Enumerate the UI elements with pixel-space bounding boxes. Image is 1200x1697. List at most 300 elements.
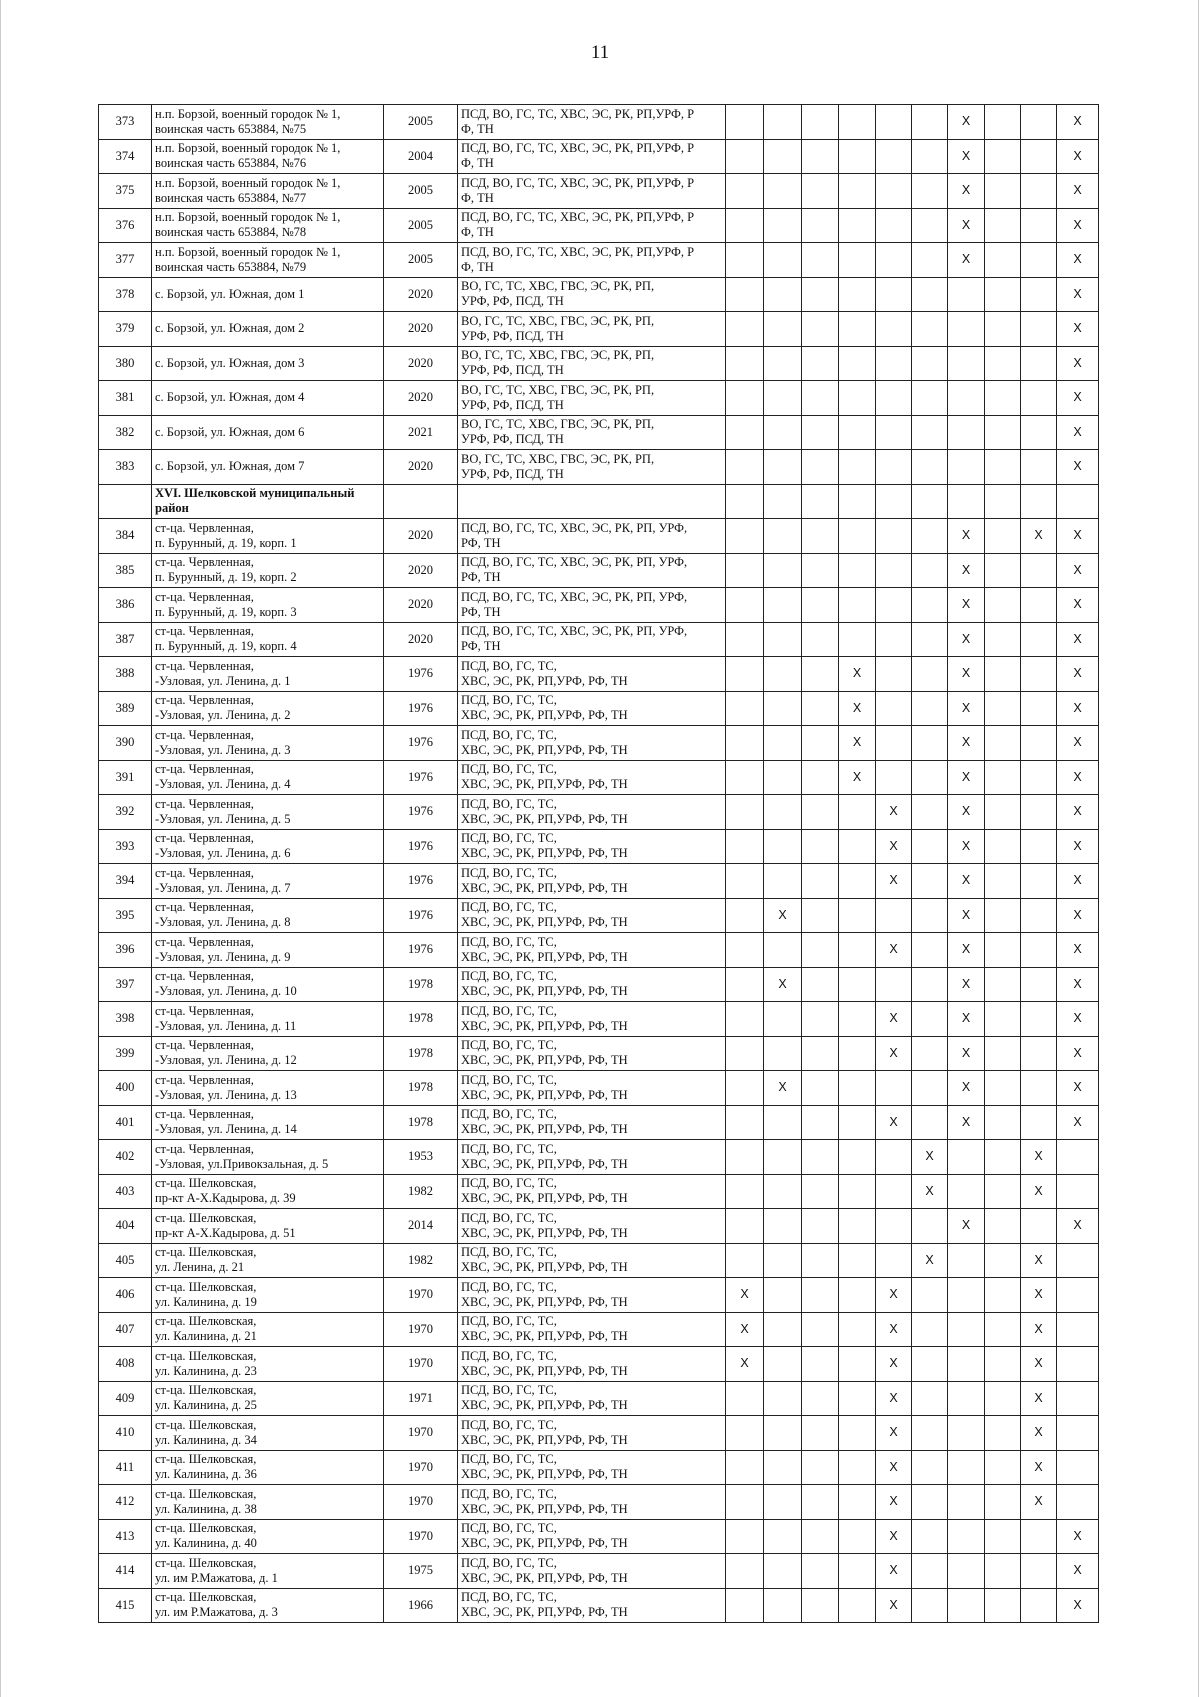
address-cell: [152, 1519, 384, 1554]
utilities-line: ПСД, ВО, ГС, ТС,: [461, 1452, 557, 1467]
table-row: [99, 415, 1099, 450]
mark-cell: [1021, 1554, 1057, 1589]
mark-cell: X: [876, 1381, 912, 1416]
row-number: 405: [99, 1243, 152, 1278]
mark-cell: [764, 519, 802, 554]
mark-cell: [1021, 933, 1057, 968]
address-cell: [152, 795, 384, 830]
address-line: ул. им Р.Мажатова, д. 1: [155, 1570, 278, 1585]
address-line: ст-ца. Червленная,: [155, 1003, 254, 1018]
mark-cell: [764, 1588, 802, 1623]
mark-cell: [726, 277, 764, 312]
row-number: 385: [99, 553, 152, 588]
year-cell: 1976: [384, 726, 458, 761]
utilities-cell: [458, 1485, 726, 1520]
mark-cell: [802, 1450, 839, 1485]
address-line: ст-ца. Червленная,: [155, 658, 254, 673]
mark-cell: [1021, 1071, 1057, 1106]
mark-cell: [726, 1519, 764, 1554]
address-cell: [152, 1243, 384, 1278]
scan-edge-right: [1198, 0, 1199, 1697]
mark-cell: [802, 450, 839, 485]
utilities-line: Ф, ТН: [461, 121, 494, 136]
mark-cell: [876, 519, 912, 554]
address-line: с. Борзой, ул. Южная, дом 1: [155, 286, 305, 301]
table-row: [99, 1485, 1099, 1520]
mark-cell: [912, 415, 948, 450]
mark-cell: X: [1021, 1381, 1057, 1416]
row-number: 410: [99, 1416, 152, 1451]
address-cell: [152, 760, 384, 795]
mark-cell: [764, 208, 802, 243]
address-line: с. Борзой, ул. Южная, дом 2: [155, 321, 305, 336]
mark-cell: [1021, 691, 1057, 726]
mark-cell: [726, 553, 764, 588]
mark-cell: [726, 864, 764, 899]
empty-cell: [1057, 484, 1099, 519]
mark-cell: X: [1057, 139, 1099, 174]
mark-cell: [802, 1485, 839, 1520]
utilities-line: ПСД, ВО, ГС, ТС, ХВС, ЭС, РК, РП, УРФ,: [461, 555, 688, 570]
utilities-cell: [458, 415, 726, 450]
address-line: ул. Калинина, д. 21: [155, 1329, 257, 1344]
mark-cell: [726, 1174, 764, 1209]
utilities-line: ХВС, ЭС, РК, РП,УРФ, РФ, ТН: [461, 1432, 628, 1447]
address-line: -Узловая, ул. Ленина, д. 14: [155, 1122, 297, 1137]
mark-cell: [876, 450, 912, 485]
address-line: ст-ца. Червленная,: [155, 1141, 254, 1156]
address-line: -Узловая, ул. Ленина, д. 12: [155, 1053, 297, 1068]
mark-cell: [802, 1554, 839, 1589]
mark-cell: [912, 864, 948, 899]
mark-cell: [764, 691, 802, 726]
address-line: ст-ца. Шелковская,: [155, 1176, 257, 1191]
address-line: ст-ца. Червленная,: [155, 831, 254, 846]
mark-cell: X: [764, 898, 802, 933]
mark-cell: [948, 1485, 985, 1520]
mark-cell: [876, 967, 912, 1002]
address-cell: [152, 829, 384, 864]
mark-cell: [802, 1174, 839, 1209]
address-line: -Узловая, ул. Ленина, д. 3: [155, 742, 291, 757]
utilities-line: ХВС, ЭС, РК, РП,УРФ, РФ, ТН: [461, 1294, 628, 1309]
mark-cell: [985, 139, 1021, 174]
mark-cell: [876, 208, 912, 243]
mark-cell: [1021, 622, 1057, 657]
year-cell: 1971: [384, 1381, 458, 1416]
mark-cell: [839, 208, 876, 243]
utilities-line: Ф, ТН: [461, 156, 494, 171]
section-title: XVI. Шелковской муниципальный район: [152, 484, 384, 519]
utilities-line: РФ, ТН: [461, 570, 501, 585]
mark-cell: [912, 760, 948, 795]
address-cell: [152, 519, 384, 554]
page-number: 11: [590, 42, 610, 63]
utilities-cell: [458, 1381, 726, 1416]
table-row: [99, 208, 1099, 243]
mark-cell: X: [876, 1105, 912, 1140]
mark-cell: [839, 864, 876, 899]
address-line: воинская часть 653884, №79: [155, 259, 307, 274]
mark-cell: [839, 243, 876, 278]
empty-cell: [1021, 484, 1057, 519]
mark-cell: [726, 1209, 764, 1244]
utilities-line: ПСД, ВО, ГС, ТС,: [461, 1521, 557, 1536]
table-row: [99, 312, 1099, 347]
address-line: ст-ца. Шелковская,: [155, 1521, 257, 1536]
mark-cell: X: [948, 898, 985, 933]
section-header-row: [99, 484, 1099, 519]
mark-cell: [948, 1519, 985, 1554]
mark-cell: [948, 277, 985, 312]
utilities-line: ПСД, ВО, ГС, ТС,: [461, 1072, 557, 1087]
row-number: 389: [99, 691, 152, 726]
address-line: п. Бурунный, д. 19, корп. 4: [155, 639, 297, 654]
mark-cell: [802, 1036, 839, 1071]
utilities-line: ХВС, ЭС, РК, РП,УРФ, РФ, ТН: [461, 1398, 628, 1413]
address-cell: [152, 1105, 384, 1140]
mark-cell: [948, 1312, 985, 1347]
utilities-line: ПСД, ВО, ГС, ТС, ХВС, ЭС, РК, РП, УРФ,: [461, 520, 688, 535]
utilities-cell: [458, 933, 726, 968]
mark-cell: [764, 1450, 802, 1485]
mark-cell: X: [876, 1416, 912, 1451]
address-line: п. Бурунный, д. 19, корп. 2: [155, 570, 297, 585]
mark-cell: X: [876, 1347, 912, 1382]
mark-cell: [839, 1278, 876, 1313]
mark-cell: [802, 1071, 839, 1106]
address-cell: [152, 1381, 384, 1416]
mark-cell: [985, 105, 1021, 140]
address-line: ст-ца. Шелковская,: [155, 1314, 257, 1329]
mark-cell: [802, 1140, 839, 1175]
mark-cell: X: [1057, 1002, 1099, 1037]
utilities-line: ХВС, ЭС, РК, РП,УРФ, РФ, ТН: [461, 1122, 628, 1137]
address-cell: [152, 622, 384, 657]
utilities-cell: [458, 1312, 726, 1347]
empty-cell: [764, 484, 802, 519]
mark-cell: [839, 105, 876, 140]
mark-cell: [1021, 1036, 1057, 1071]
year-cell: 1970: [384, 1347, 458, 1382]
address-line: пр-кт А-Х.Кадырова, д. 39: [155, 1191, 296, 1206]
utilities-cell: [458, 622, 726, 657]
mark-cell: [912, 1209, 948, 1244]
row-number: 380: [99, 346, 152, 381]
mark-cell: [985, 1588, 1021, 1623]
mark-cell: [985, 1519, 1021, 1554]
row-number: 390: [99, 726, 152, 761]
address-cell: [152, 1450, 384, 1485]
mark-cell: [1057, 1347, 1099, 1382]
utilities-cell: [458, 553, 726, 588]
row-number: 388: [99, 657, 152, 692]
mark-cell: [1021, 381, 1057, 416]
year-cell: 1970: [384, 1278, 458, 1313]
year-cell: 1966: [384, 1588, 458, 1623]
mark-cell: X: [948, 1002, 985, 1037]
utilities-line: ХВС, ЭС, РК, РП,УРФ, РФ, ТН: [461, 811, 628, 826]
address-line: ул. Калинина, д. 19: [155, 1294, 257, 1309]
mark-cell: [948, 1450, 985, 1485]
mark-cell: [839, 1312, 876, 1347]
mark-cell: [1021, 139, 1057, 174]
address-cell: [152, 1312, 384, 1347]
table-row: [99, 898, 1099, 933]
mark-cell: [764, 1209, 802, 1244]
mark-cell: [764, 933, 802, 968]
mark-cell: [1057, 1140, 1099, 1175]
mark-cell: [1021, 588, 1057, 623]
utilities-line: ВО, ГС, ТС, ХВС, ГВС, ЭС, РК, РП,: [461, 382, 655, 397]
mark-cell: [985, 1312, 1021, 1347]
mark-cell: X: [1057, 277, 1099, 312]
mark-cell: [1021, 415, 1057, 450]
mark-cell: X: [948, 726, 985, 761]
table-row: [99, 933, 1099, 968]
table-row: [99, 277, 1099, 312]
utilities-line: УРФ, РФ, ПСД, ТН: [461, 328, 564, 343]
mark-cell: [1021, 864, 1057, 899]
address-line: -Узловая, ул. Ленина, д. 7: [155, 880, 291, 895]
year-cell: 2021: [384, 415, 458, 450]
mark-cell: [839, 967, 876, 1002]
table-row: [99, 622, 1099, 657]
year-cell: 1982: [384, 1243, 458, 1278]
mark-cell: [1021, 760, 1057, 795]
mark-cell: [839, 898, 876, 933]
mark-cell: [839, 1243, 876, 1278]
mark-cell: [948, 1140, 985, 1175]
mark-cell: [985, 519, 1021, 554]
mark-cell: X: [1057, 898, 1099, 933]
empty-cell: [948, 484, 985, 519]
mark-cell: X: [948, 174, 985, 209]
utilities-line: ПСД, ВО, ГС, ТС,: [461, 1141, 557, 1156]
row-number: 384: [99, 519, 152, 554]
mark-cell: X: [1057, 1519, 1099, 1554]
mark-cell: [764, 450, 802, 485]
mark-cell: [726, 1243, 764, 1278]
address-cell: [152, 450, 384, 485]
mark-cell: [726, 450, 764, 485]
mark-cell: [985, 726, 1021, 761]
mark-cell: [802, 622, 839, 657]
mark-cell: X: [948, 864, 985, 899]
address-line: ст-ца. Червленная,: [155, 693, 254, 708]
address-cell: [152, 277, 384, 312]
address-line: ст-ца. Шелковская,: [155, 1383, 257, 1398]
address-line: ст-ца. Шелковская,: [155, 1452, 257, 1467]
mark-cell: [726, 829, 764, 864]
utilities-line: ПСД, ВО, ГС, ТС,: [461, 727, 557, 742]
mark-cell: [726, 795, 764, 830]
utilities-line: ХВС, ЭС, РК, РП,УРФ, РФ, ТН: [461, 1536, 628, 1551]
mark-cell: [802, 519, 839, 554]
row-number: 383: [99, 450, 152, 485]
utilities-cell: [458, 105, 726, 140]
mark-cell: [839, 1519, 876, 1554]
year-cell: 1978: [384, 967, 458, 1002]
year-cell: 2020: [384, 622, 458, 657]
mark-cell: [726, 588, 764, 623]
mark-cell: [876, 174, 912, 209]
mark-cell: [912, 795, 948, 830]
year-cell: 1976: [384, 864, 458, 899]
mark-cell: [912, 174, 948, 209]
address-line: ст-ца. Червленная,: [155, 762, 254, 777]
address-line: н.п. Борзой, военный городок № 1,: [155, 244, 341, 259]
housing-register-table: [98, 104, 1099, 1623]
table-row: [99, 1588, 1099, 1623]
mark-cell: [1021, 1588, 1057, 1623]
mark-cell: [912, 519, 948, 554]
utilities-line: ПСД, ВО, ГС, ТС,: [461, 831, 557, 846]
address-line: -Узловая, ул.Привокзальная, д. 5: [155, 1156, 329, 1171]
mark-cell: [802, 657, 839, 692]
mark-cell: [1021, 243, 1057, 278]
mark-cell: [912, 312, 948, 347]
mark-cell: X: [948, 553, 985, 588]
mark-cell: [839, 1071, 876, 1106]
mark-cell: [839, 1174, 876, 1209]
mark-cell: [839, 622, 876, 657]
address-line: н.п. Борзой, военный городок № 1,: [155, 106, 341, 121]
mark-cell: [726, 1588, 764, 1623]
mark-cell: [839, 1450, 876, 1485]
mark-cell: X: [1021, 1312, 1057, 1347]
mark-cell: [802, 381, 839, 416]
utilities-line: ПСД, ВО, ГС, ТС,: [461, 1314, 557, 1329]
year-cell: 1978: [384, 1002, 458, 1037]
mark-cell: X: [876, 1036, 912, 1071]
mark-cell: [1057, 1243, 1099, 1278]
mark-cell: [876, 415, 912, 450]
address-line: н.п. Борзой, военный городок № 1,: [155, 210, 341, 225]
mark-cell: [764, 1278, 802, 1313]
address-cell: [152, 1174, 384, 1209]
mark-cell: [802, 760, 839, 795]
mark-cell: X: [726, 1278, 764, 1313]
address-line: -Узловая, ул. Ленина, д. 5: [155, 811, 291, 826]
address-line: ст-ца. Червленная,: [155, 727, 254, 742]
mark-cell: [985, 381, 1021, 416]
mark-cell: [985, 588, 1021, 623]
mark-cell: [876, 381, 912, 416]
mark-cell: [985, 795, 1021, 830]
mark-cell: X: [839, 726, 876, 761]
address-line: пр-кт А-Х.Кадырова, д. 51: [155, 1225, 296, 1240]
mark-cell: [839, 1002, 876, 1037]
utilities-line: ВО, ГС, ТС, ХВС, ГВС, ЭС, РК, РП,: [461, 417, 655, 432]
mark-cell: [985, 450, 1021, 485]
mark-cell: [726, 760, 764, 795]
utilities-line: ПСД, ВО, ГС, ТС,: [461, 865, 557, 880]
address-line: п. Бурунный, д. 19, корп. 3: [155, 604, 297, 619]
utilities-line: ПСД, ВО, ГС, ТС, ХВС, ЭС, РК, РП, УРФ,: [461, 589, 688, 604]
row-number: 400: [99, 1071, 152, 1106]
mark-cell: [1021, 105, 1057, 140]
table-row: [99, 1209, 1099, 1244]
address-cell: [152, 139, 384, 174]
mark-cell: [985, 1036, 1021, 1071]
mark-cell: [802, 312, 839, 347]
mark-cell: [764, 105, 802, 140]
mark-cell: X: [948, 105, 985, 140]
utilities-line: ПСД, ВО, ГС, ТС,: [461, 900, 557, 915]
utilities-cell: [458, 208, 726, 243]
mark-cell: [912, 657, 948, 692]
mark-cell: [985, 1140, 1021, 1175]
mark-cell: [726, 933, 764, 968]
row-number: 398: [99, 1002, 152, 1037]
table-row: [99, 174, 1099, 209]
mark-cell: [912, 1347, 948, 1382]
mark-cell: X: [876, 1554, 912, 1589]
mark-cell: [985, 243, 1021, 278]
mark-cell: [764, 1554, 802, 1589]
mark-cell: [839, 1105, 876, 1140]
mark-cell: [802, 174, 839, 209]
utilities-line: ХВС, ЭС, РК, РП,УРФ, РФ, ТН: [461, 708, 628, 723]
mark-cell: [802, 726, 839, 761]
address-cell: [152, 1416, 384, 1451]
utilities-cell: [458, 1105, 726, 1140]
address-line: ст-ца. Шелковская,: [155, 1555, 257, 1570]
mark-cell: X: [764, 967, 802, 1002]
mark-cell: [1021, 208, 1057, 243]
mark-cell: X: [948, 795, 985, 830]
utilities-line: ВО, ГС, ТС, ХВС, ГВС, ЭС, РК, РП,: [461, 348, 655, 363]
mark-cell: [985, 1347, 1021, 1382]
utilities-line: ХВС, ЭС, РК, РП,УРФ, РФ, ТН: [461, 1018, 628, 1033]
mark-cell: [802, 553, 839, 588]
empty-cell: [726, 484, 764, 519]
mark-cell: X: [1057, 243, 1099, 278]
mark-cell: [764, 1381, 802, 1416]
utilities-line: УРФ, РФ, ПСД, ТН: [461, 363, 564, 378]
mark-cell: [726, 1002, 764, 1037]
row-number: 413: [99, 1519, 152, 1554]
mark-cell: [839, 553, 876, 588]
row-number: 397: [99, 967, 152, 1002]
mark-cell: X: [876, 795, 912, 830]
mark-cell: [802, 898, 839, 933]
empty-cell: [99, 484, 152, 519]
mark-cell: [912, 450, 948, 485]
mark-cell: [1021, 312, 1057, 347]
mark-cell: [1021, 829, 1057, 864]
table-row: [99, 105, 1099, 140]
mark-cell: [876, 1174, 912, 1209]
address-line: -Узловая, ул. Ленина, д. 2: [155, 708, 291, 723]
address-line: -Узловая, ул. Ленина, д. 4: [155, 777, 291, 792]
utilities-cell: [458, 243, 726, 278]
mark-cell: [912, 1554, 948, 1589]
mark-cell: X: [1057, 1554, 1099, 1589]
mark-cell: [726, 1071, 764, 1106]
address-cell: [152, 415, 384, 450]
mark-cell: [876, 588, 912, 623]
mark-cell: [726, 346, 764, 381]
mark-cell: [726, 1485, 764, 1520]
mark-cell: [839, 588, 876, 623]
mark-cell: [802, 967, 839, 1002]
mark-cell: X: [1057, 553, 1099, 588]
mark-cell: [876, 726, 912, 761]
year-cell: 1970: [384, 1519, 458, 1554]
mark-cell: [1057, 1312, 1099, 1347]
